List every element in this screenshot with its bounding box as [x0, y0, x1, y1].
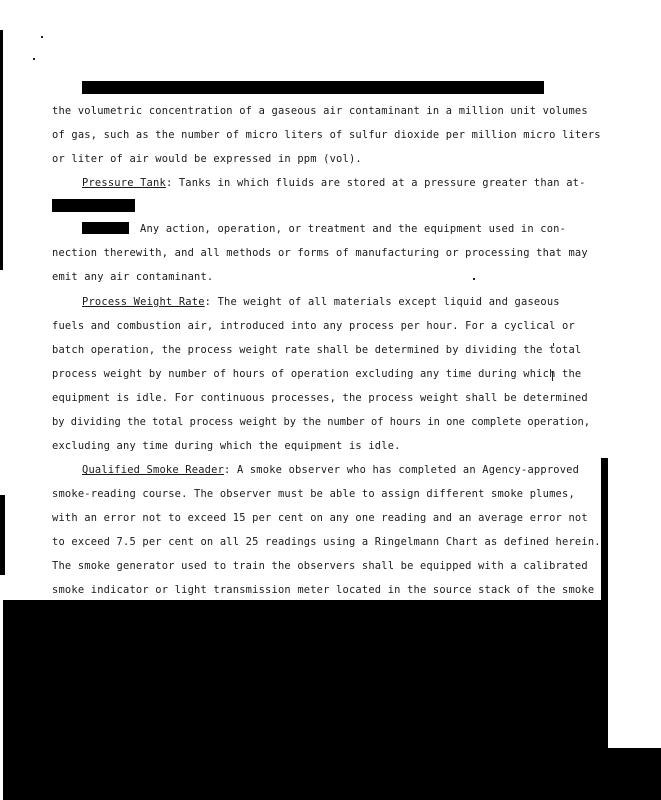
term-process-weight-rate: Process Weight Rate	[82, 296, 205, 308]
term-qualified-smoke-reader: Qualified Smoke Reader	[82, 464, 225, 476]
definition-text: : A smoke observer who has completed an Agency-approved	[224, 464, 580, 476]
text-line: emit any air contaminant.	[52, 271, 214, 283]
text-line: smoke-reading course. The observer must be able to assign different smoke plumes,	[52, 488, 575, 500]
redaction-strip-right	[590, 748, 661, 800]
text-line: nection therewith, and all methods or forms of manufacturing or processing that may	[52, 247, 588, 259]
definition-process-weight-rate	[82, 295, 560, 309]
term-pressure-tank: Pressure Tank	[82, 177, 166, 189]
text-line: process weight by number of hours of operation excluding any time during which the	[52, 368, 582, 380]
text-line: Any action, operation, or treatment and the equipment used in con-	[140, 223, 567, 235]
text-line: by dividing the total process weight by the number of hours in one complete operation,	[52, 416, 590, 428]
scan-speck	[41, 36, 43, 38]
redaction-block-bottom	[3, 600, 601, 800]
text-line: smoke indicator or light transmission meter located in the source stack of the smoke	[52, 584, 595, 596]
definition-text: : Tanks in which fluids are stored at a pressure greater than at-	[165, 177, 586, 189]
text-line: to exceed 7.5 per cent on all 25 readings using a Ringelmann Chart as defined herein.	[52, 536, 601, 548]
redaction-bar-term	[52, 199, 135, 212]
definition-qualified-smoke-reader	[82, 463, 579, 477]
text-line: the volumetric concentration of a gaseous air contaminant in a million unit volumes	[52, 105, 588, 117]
redaction-bar-process-term	[82, 222, 129, 234]
text-line: with an error not to exceed 15 per cent on any one reading and an average error not	[52, 512, 588, 524]
scan-speck	[33, 58, 35, 60]
scan-edge-left-bottom	[0, 495, 5, 575]
text-line: The smoke generator used to train the observers shall be equipped with a calibrated	[52, 560, 588, 572]
text-line: fuels and combustion air, introduced into any process per hour. For a cyclical or	[52, 320, 575, 332]
text-line: or liter of air would be expressed in ppm (vol).	[52, 153, 362, 165]
redaction-bar-top	[82, 81, 544, 94]
definition-text: : The weight of all materials except liquid and gaseous	[204, 296, 560, 308]
text-line: excluding any time during which the equipment is idle.	[52, 440, 401, 452]
text-line: of gas, such as the number of micro liters of sulfur dioxide per million micro liters	[52, 129, 601, 141]
scan-speck	[473, 278, 475, 280]
definition-pressure-tank	[82, 176, 586, 190]
text-line: equipment is idle. For continuous processes, the process weight shall be determined	[52, 392, 588, 404]
text-line: batch operation, the process weight rate shall be determined by dividing the total	[52, 344, 582, 356]
scan-edge-left-top	[0, 30, 3, 270]
